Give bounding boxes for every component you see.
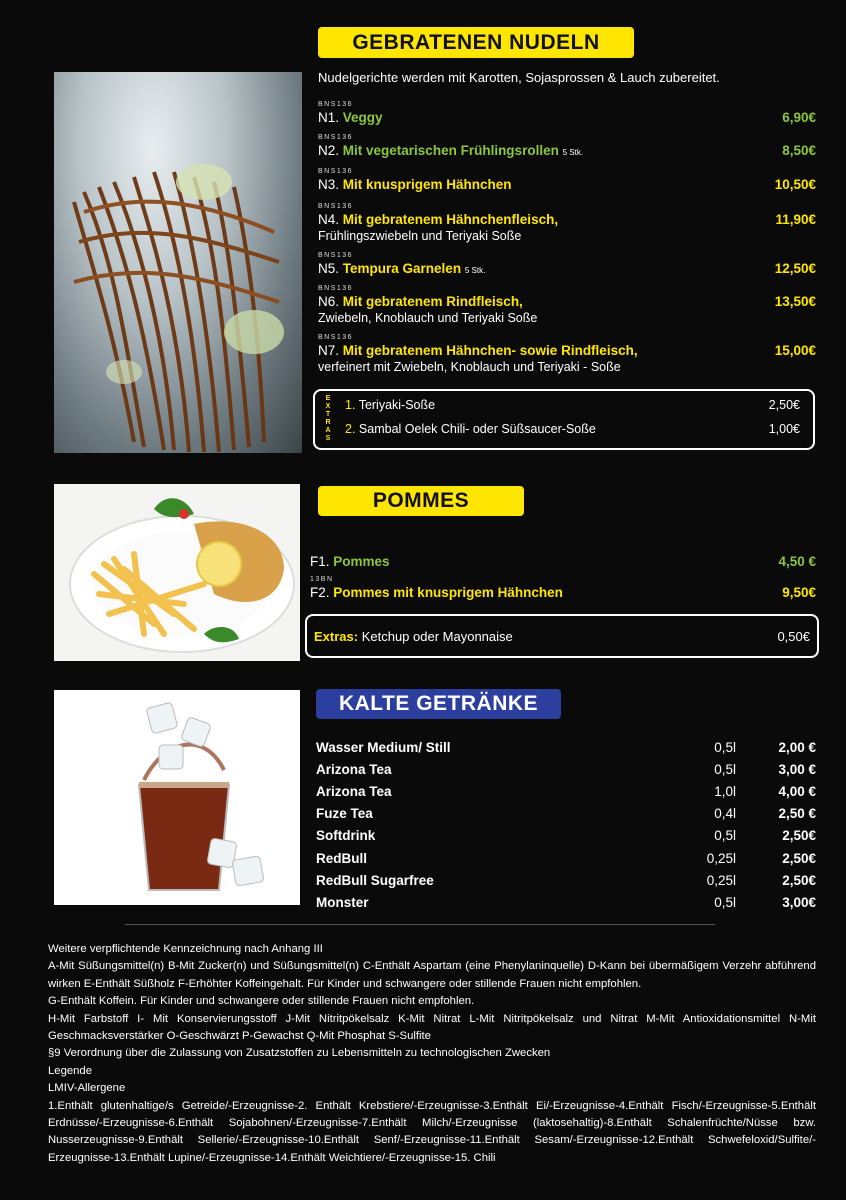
drink-name: Arizona Tea — [316, 783, 392, 799]
section-title-nudeln: GEBRATENEN NUDELN — [318, 27, 634, 58]
item-description: Frühlingszwiebeln und Teriyaki Soße — [318, 229, 522, 243]
item-price: 12,50€ — [774, 261, 816, 276]
legal-paragraph: A-Mit Süßungsmittel(n) B-Mit Zucker(n) und Süßungsmittel(n) C-Enthält Aspartam (eine Phenylaninquelle) D-Kann bei übermäßigem Verzehr abführend wirken E-Enthält Süßholz F-Erhöhter Koffeingehalt. Für Kinder und schwangere oder stillende Frauen nicht empfohlen. — [48, 960, 816, 990]
item-name: Mit gebratenem Hähnchenfleisch, — [342, 212, 559, 227]
drink-price: 3,00 € — [778, 761, 816, 777]
divider-line — [125, 924, 715, 925]
item-description: Zwiebeln, Knoblauch und Teriyaki Soße — [318, 311, 538, 325]
drink-item — [316, 803, 816, 825]
item-price: 6,90€ — [782, 110, 816, 125]
item-number: F2. — [310, 585, 330, 600]
legal-paragraph: §9 Verordnung über die Zulassung von Zusatzstoffen zu Lebensmitteln zu technologischen Zwecken — [48, 1047, 551, 1060]
drink-name: Monster — [316, 894, 369, 910]
menu-item — [318, 285, 816, 326]
pommes-illustration — [54, 484, 300, 661]
drink-name: Softdrink — [316, 828, 376, 844]
pommes-photo — [54, 484, 300, 661]
item-code: BNS136 — [318, 203, 354, 210]
item-name: Pommes mit knusprigem Hähnchen — [333, 585, 563, 600]
item-code: BNS136 — [318, 334, 354, 341]
item-number: N2. — [318, 143, 340, 158]
pommes-extras-box — [305, 614, 819, 658]
extra-number: 1. — [345, 398, 356, 412]
item-price: 4,50 € — [778, 554, 816, 569]
menu-item — [318, 252, 816, 279]
drink-name: RedBull Sugarfree — [316, 872, 434, 888]
drink-volume: 0,5l — [714, 894, 736, 910]
extra-item — [345, 421, 800, 437]
pommes-extras-text: Ketchup oder Mayonnaise — [361, 629, 513, 644]
item-number: N5. — [318, 261, 340, 276]
legal-paragraph: Weitere verpflichtende Kennzeichnung nach Anhang III — [48, 943, 323, 955]
item-name: Pommes — [333, 554, 390, 569]
item-note: 5 Stk. — [562, 148, 584, 157]
item-number: F1. — [310, 554, 330, 569]
item-price: 15,00€ — [774, 343, 816, 358]
legal-paragraph: G-Enthält Koffein. Für Kinder und schwangere oder stillende Frauen nicht empfohlen. — [48, 995, 475, 1008]
item-code — [310, 545, 816, 553]
menu-item — [310, 576, 816, 601]
noodles-illustration — [54, 72, 302, 453]
drink-name: Fuze Tea — [316, 806, 373, 822]
item-price: 13,50€ — [774, 294, 816, 309]
item-price: 10,50€ — [774, 177, 816, 192]
drink-item — [316, 758, 816, 780]
item-code: BNS136 — [318, 285, 354, 292]
drink-item — [316, 780, 816, 802]
item-name: Mit gebratenem Hähnchen- sowie Rindfleisch, — [342, 343, 638, 358]
drink-name: Wasser Medium/ Still — [316, 739, 451, 755]
drink-price: 2,00 € — [778, 739, 816, 755]
drink-item — [316, 847, 816, 869]
extra-name: Sambal Oelek Chili- oder Süßsaucer-Soße — [358, 422, 596, 436]
cola-glass-illustration — [54, 690, 300, 905]
item-number: N3. — [318, 177, 340, 192]
menu-item — [318, 334, 816, 375]
pommes-extras-price: 0,50€ — [777, 629, 810, 644]
item-number: N4. — [318, 212, 340, 227]
legal-paragraph: 1.Enthält glutenhaltige/s Getreide/-Erzeugnisse-2. Enthält Krebstiere/-Erzeugnisse-3.Enthält Ei/-Erzeugnisse-4.Enthält Fisch/-Erzeugnisse-5.Enthält Erdnüsse/-Erzeugnisse-6.Enthält Sojabohnen/-Erzeugnisse-7.Enthält Milch/-Erzeugnisse (laktosehaltig)-8.Enthält Schalenfrüchte/Nüsse bzw. Nusserzeugnisse-9.Enthält Sellerie/-Erzeugnisse-10.Enthält Senf/-Erzeugnisse-11.Enthält Sesam/-Erzeugnisse-12.Enthält Schwefeloxid/Sulfite/-Erzeugnisse-13.Enthält Lupine/-Erzeugnisse-14.Enthält Weichtiere/-Erzeugnisse-15. Chili — [48, 1099, 816, 1164]
section-title-getraenke: KALTE GETRÄNKE — [316, 689, 561, 719]
extra-item — [345, 397, 800, 413]
menu-item — [318, 203, 816, 244]
drink-price: 2,50€ — [782, 850, 816, 866]
item-price: 11,90€ — [775, 212, 816, 227]
drink-item — [316, 736, 816, 758]
nudeln-intro: Nudelgerichte werden mit Karotten, Sojasprossen & Lauch zubereitet. — [318, 70, 720, 85]
legal-paragraph: H-Mit Farbstoff I- Mit Konservierungsstoff J-Mit Nitritpökelsalz K-Mit Nitrat L-Mit Nitritpökelsalz und Nitrat M-Mit Antioxidationsmittel N-Mit Geschmacksverstärker O-Geschwärzt P-Gewachst Q-Mit Phosphat S-Sulfite — [48, 1012, 816, 1043]
legal-paragraph: LMIV-Allergene — [48, 1082, 126, 1095]
menu-item — [318, 134, 816, 161]
extra-name: Teriyaki-Soße — [358, 398, 436, 412]
item-name: Veggy — [342, 110, 383, 125]
item-name: Mit gebratenem Rindfleisch, — [342, 294, 523, 309]
item-code: BNS136 — [318, 134, 354, 141]
drink-volume: 0,4l — [714, 806, 736, 822]
item-name: Mit knusprigem Hähnchen — [342, 177, 512, 192]
drink-price: 2,50€ — [782, 828, 816, 844]
item-name: Mit vegetarischen Frühlingsrollen — [342, 143, 559, 158]
pommes-extras-label: Extras: — [314, 629, 359, 644]
drink-name: Arizona Tea — [316, 761, 392, 777]
drink-price: 2,50€ — [782, 872, 816, 888]
menu-item — [318, 101, 816, 126]
drink-item — [316, 869, 816, 891]
legal-paragraph: Legende — [48, 1064, 92, 1077]
menu-item — [310, 545, 816, 570]
drink-price: 2,50 € — [778, 806, 816, 822]
drink-volume: 0,5l — [714, 739, 736, 755]
drink-volume: 0,25l — [706, 872, 736, 888]
drink-volume: 0,5l — [714, 828, 736, 844]
item-number: N7. — [318, 343, 340, 358]
item-code: BNS136 — [318, 252, 354, 259]
drink-volume: 0,25l — [706, 850, 736, 866]
extra-price: 1,00€ — [768, 422, 800, 436]
drink-volume: 1,0l — [714, 783, 736, 799]
item-price: 8,50€ — [782, 143, 816, 158]
legal-notes — [48, 941, 816, 1167]
drink-name: RedBull — [316, 850, 368, 866]
drink-photo — [54, 690, 300, 905]
item-note: 5 Stk. — [464, 266, 486, 275]
drink-volume: 0,5l — [714, 761, 736, 777]
item-name: Tempura Garnelen — [342, 261, 462, 276]
item-code: 13BN — [310, 576, 334, 583]
noodles-photo — [54, 72, 302, 453]
nudeln-extras-box — [313, 389, 815, 450]
drink-price: 4,00 € — [778, 783, 816, 799]
drink-item — [316, 825, 816, 847]
item-code: BNS136 — [318, 101, 354, 108]
item-number: N6. — [318, 294, 340, 309]
extra-price: 2,50€ — [768, 398, 800, 412]
item-number: N1. — [318, 110, 340, 125]
extras-vertical-label: EXTRAS — [325, 395, 331, 442]
extra-number: 2. — [345, 422, 356, 436]
drink-price: 3,00€ — [782, 894, 816, 910]
item-description: verfeinert mit Zwiebeln, Knoblauch und Teriyaki - Soße — [318, 360, 621, 374]
menu-item — [318, 168, 816, 193]
item-code: BNS136 — [318, 168, 354, 175]
item-price: 9,50€ — [782, 585, 816, 600]
section-title-pommes: POMMES — [318, 486, 524, 516]
drink-item — [316, 891, 816, 913]
